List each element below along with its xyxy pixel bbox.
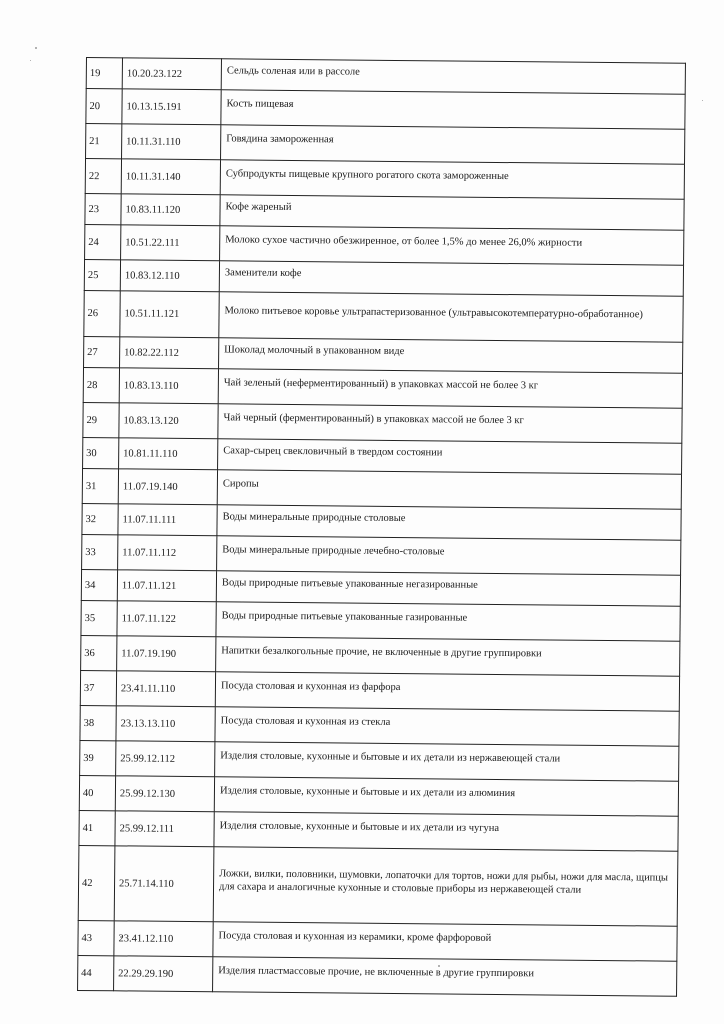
okpd2-code: 22.29.29.190 xyxy=(114,956,213,992)
row-number: 20 xyxy=(86,89,122,124)
okpd2-code: 11.07.11.112 xyxy=(118,535,217,571)
product-name-text: Заменители кофе xyxy=(224,266,302,279)
product-name xyxy=(221,59,685,94)
row-number: 23 xyxy=(85,193,121,224)
row-number: 41 xyxy=(79,810,115,845)
okpd2-code: 10.83.13.110 xyxy=(119,368,218,404)
product-name-text: Сельдь соленая или в рассоле xyxy=(226,64,360,78)
table-row xyxy=(83,402,682,443)
product-name-text: Воды минеральные природные лечебно-столовые xyxy=(222,543,445,557)
okpd2-code: 10.11.31.140 xyxy=(121,159,220,195)
product-name xyxy=(220,160,684,199)
row-number: 22 xyxy=(85,159,121,194)
codes-table xyxy=(77,57,686,997)
table-row xyxy=(81,600,680,641)
okpd2-code: 10.11.31.110 xyxy=(122,124,221,160)
row-number: 33 xyxy=(82,534,118,569)
table-row xyxy=(86,124,685,165)
okpd2-code: 10.81.11.110 xyxy=(119,438,218,470)
product-name-text: Посуда столовая и кухонная из стекла xyxy=(220,714,391,728)
row-number: 31 xyxy=(82,468,118,503)
product-name-text: Ложки, вилки, половники, шумовки, лопаточки для тортов, ножи для рыбы, ножи для масла, щипцы для сахара и аналогичные кухонные и столовые приборы из нержавеющей стали xyxy=(218,868,669,896)
product-name xyxy=(217,505,681,540)
table-row xyxy=(81,635,680,676)
okpd2-code: 10.83.13.120 xyxy=(119,403,218,439)
okpd2-code: 25.71.14.110 xyxy=(114,846,214,922)
product-name-text: Сиропы xyxy=(222,477,259,490)
okpd2-code: 10.13.15.191 xyxy=(122,89,221,125)
row-number: 28 xyxy=(83,367,119,402)
table-row xyxy=(80,670,679,711)
row-number: 43 xyxy=(78,920,114,955)
product-name xyxy=(217,470,681,509)
product-name-text: Посуда столовая и кухонная из фарфора xyxy=(220,679,401,693)
product-name-text: Изделия пластмассовые прочие, не включенные в другие группировки xyxy=(218,964,535,979)
product-name xyxy=(218,439,682,474)
product-name-text: Кофе жареный xyxy=(225,200,292,213)
row-number: 34 xyxy=(81,569,117,600)
product-name xyxy=(218,369,682,408)
row-number: 44 xyxy=(78,955,114,990)
row-number: 26 xyxy=(84,290,120,336)
table-row xyxy=(79,775,678,816)
product-name-text: Изделия столовые, кухонные и бытовые и их детали из алюминия xyxy=(219,784,516,799)
product-name-text: Чай зеленый (неферментированный) в упаковках массой не более 3 кг xyxy=(223,376,539,391)
product-name xyxy=(216,602,680,641)
row-number: 35 xyxy=(81,600,117,635)
okpd2-code: 11.07.11.121 xyxy=(117,570,216,602)
okpd2-code: 10.83.12.110 xyxy=(120,260,219,292)
row-number: 25 xyxy=(84,259,120,290)
product-name xyxy=(213,847,678,926)
product-name xyxy=(219,292,683,342)
product-name xyxy=(219,261,683,296)
table-row xyxy=(82,534,681,575)
row-number: 21 xyxy=(86,124,122,159)
okpd2-code: 25.99.12.130 xyxy=(115,776,214,812)
okpd2-code: 10.51.11.121 xyxy=(120,291,219,338)
product-name xyxy=(214,812,678,851)
codes-table-body xyxy=(78,58,686,997)
okpd2-code: 25.99.12.111 xyxy=(115,811,214,847)
table-row xyxy=(85,159,684,200)
table-row xyxy=(85,224,684,265)
product-name xyxy=(216,571,680,606)
product-name xyxy=(215,672,679,711)
row-number: 27 xyxy=(84,336,120,367)
product-name xyxy=(221,90,685,129)
product-name xyxy=(220,195,684,230)
row-number: 39 xyxy=(80,740,116,775)
product-name xyxy=(219,338,683,373)
product-name xyxy=(220,226,684,265)
okpd2-code: 23.41.12.110 xyxy=(114,921,213,957)
okpd2-code: 10.51.22.111 xyxy=(121,225,220,261)
product-name xyxy=(215,707,679,746)
table-row xyxy=(78,920,677,961)
row-number: 29 xyxy=(83,402,119,437)
table-row xyxy=(84,290,683,342)
product-name-text: Кость пищевая xyxy=(226,97,294,110)
table-row xyxy=(78,955,677,996)
product-name-text: Субпродукты пищевые крупного рогатого скота замороженные xyxy=(225,167,509,182)
scan-speck xyxy=(702,100,703,101)
row-number: 30 xyxy=(83,437,119,468)
product-name-text: Напитки безалкогольные прочие, не включенные в другие группировки xyxy=(221,644,542,659)
product-name xyxy=(215,742,679,781)
table-row xyxy=(80,705,679,746)
product-name xyxy=(216,637,680,676)
product-name-text: Шоколад молочный в упакованном виде xyxy=(224,343,405,357)
table-row xyxy=(78,845,678,926)
product-name-text: Изделия столовые, кухонные и бытовые и их детали из нержавеющей стали xyxy=(220,749,561,765)
product-name-text: Чай черный (ферментированный) в упаковках массой не более 3 кг xyxy=(223,411,524,426)
okpd2-code: 11.07.19.140 xyxy=(118,469,217,505)
product-name-text: Воды минеральные природные столовые xyxy=(222,510,406,524)
product-name xyxy=(218,404,682,443)
row-number: 37 xyxy=(80,670,116,705)
okpd2-code: 11.07.11.122 xyxy=(117,601,216,637)
product-name xyxy=(217,536,681,575)
okpd2-code: 11.07.11.111 xyxy=(118,504,217,536)
okpd2-code: 23.41.11.110 xyxy=(116,671,215,707)
okpd2-code: 10.20.23.122 xyxy=(122,58,221,90)
product-name-text: Молоко сухое частично обезжиренное, от более 1,5% до менее 26,0% жирности xyxy=(225,233,583,249)
table-row xyxy=(80,740,679,781)
okpd2-code: 10.83.11.120 xyxy=(121,194,220,226)
product-name xyxy=(213,922,677,961)
product-name-text: Изделия столовые, кухонные и бытовые и их детали из чугуна xyxy=(219,819,500,834)
product-name-text: Воды природные питьевые упакованные газированные xyxy=(221,609,468,624)
table-row xyxy=(82,468,681,509)
product-name-text: Говядина замороженная xyxy=(226,132,334,145)
row-number: 19 xyxy=(86,58,122,89)
table-row xyxy=(83,367,682,408)
table-row xyxy=(79,810,678,851)
product-name-text: Сахар-сырец свекловичный в твердом состоянии xyxy=(223,444,443,458)
product-name-text: Воды природные питьевые упакованные негазированные xyxy=(221,576,478,591)
product-name-text: Молоко питьевое коровье ультрапастеризованное (ультравысокотемпературно-обработанное) xyxy=(224,305,643,321)
product-name xyxy=(221,125,685,164)
row-number: 40 xyxy=(79,775,115,810)
okpd2-code: 25.99.12.112 xyxy=(116,741,215,777)
row-number: 32 xyxy=(82,503,118,534)
okpd2-code: 23.13.13.110 xyxy=(116,706,215,742)
scan-speck xyxy=(30,60,31,61)
row-number: 24 xyxy=(85,224,121,259)
row-number: 36 xyxy=(81,635,117,670)
product-name-text: Посуда столовая и кухонная из керамики, кроме фарфоровой xyxy=(218,929,492,944)
product-name xyxy=(214,777,678,816)
table-row xyxy=(86,89,685,130)
okpd2-code: 10.82.22.112 xyxy=(120,337,219,369)
scan-speck xyxy=(35,47,37,49)
product-name xyxy=(213,957,677,996)
row-number: 42 xyxy=(78,845,115,920)
okpd2-code: 11.07.19.190 xyxy=(117,636,216,672)
row-number: 38 xyxy=(80,705,116,740)
